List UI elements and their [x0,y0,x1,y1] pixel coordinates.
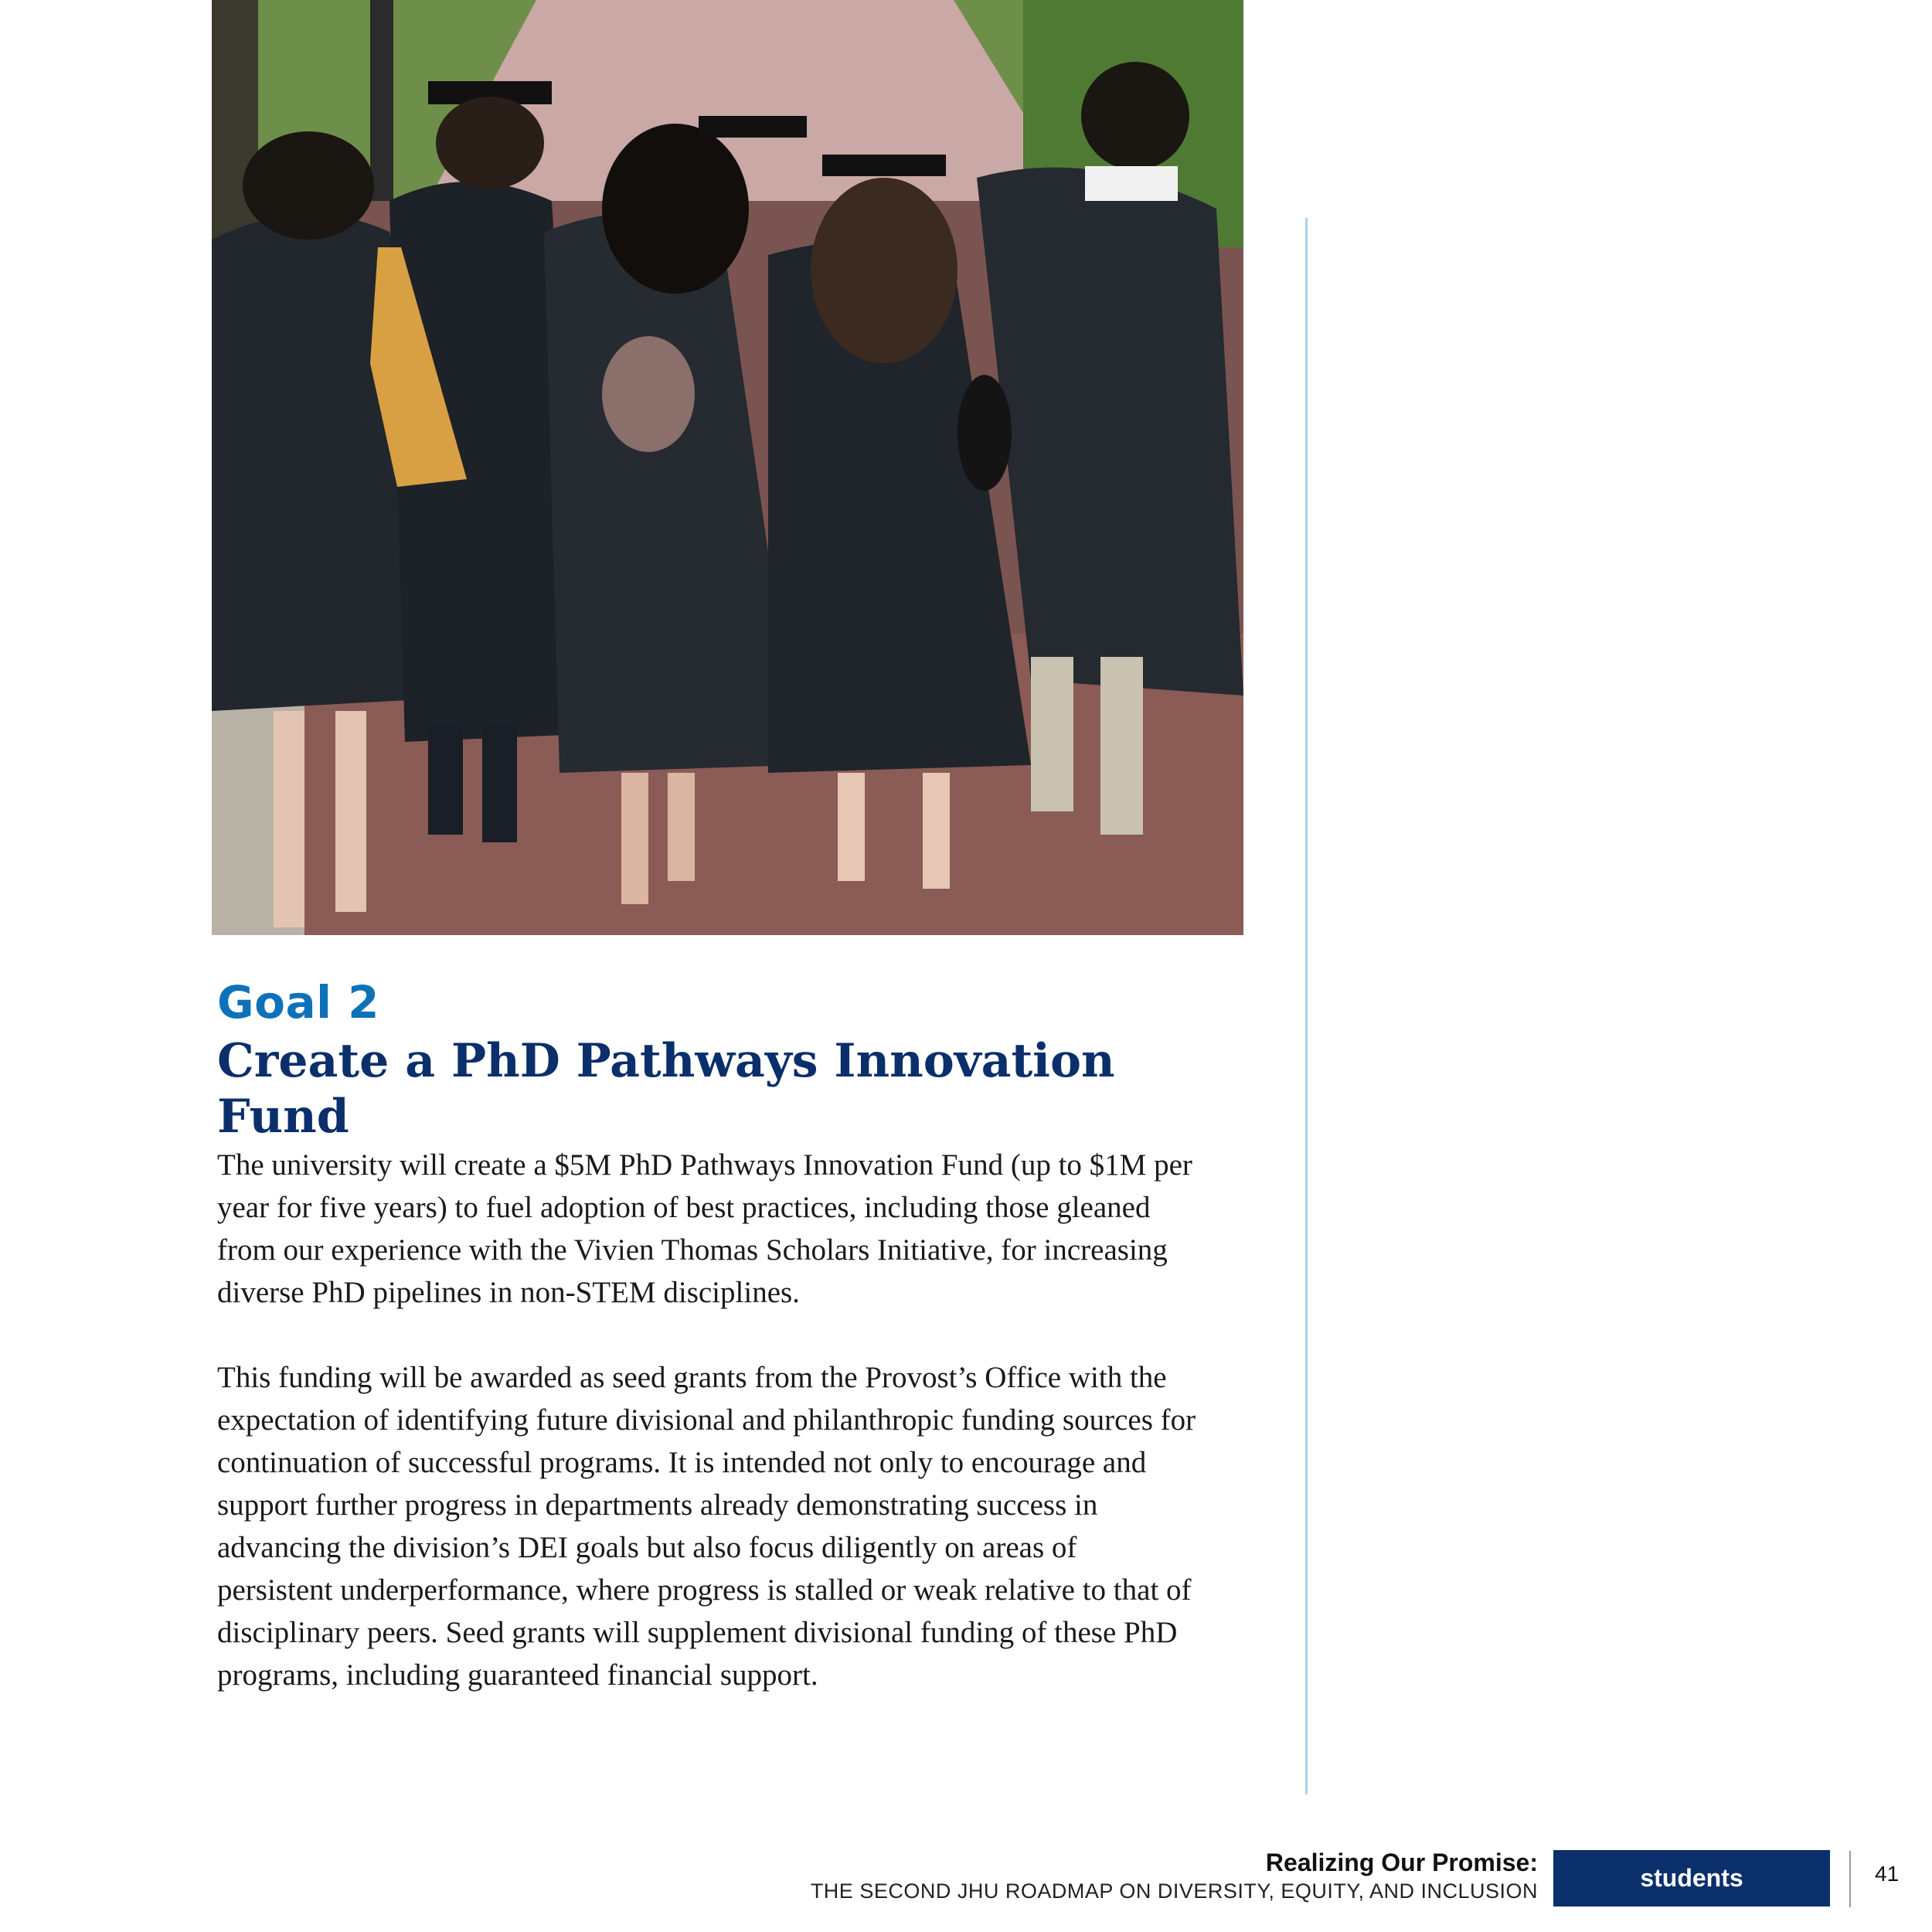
footer-publication-subtitle: THE SECOND JHU ROADMAP ON DIVERSITY, EQUITY, AND INCLUSION [810,1879,1538,1903]
body-text [217,1144,1199,1739]
graduates-photo-illustration [212,0,1243,935]
section-tab: students [1553,1850,1830,1906]
body-paragraph: This funding will be awarded as seed grants from the Provost’s Office with the expectation of identifying future divisional and philanthropic funding sources for continuation of successful programs. It is intended not only to encourage and support further progress in departments already demonstrating success in advancing the division’s DEI goals but also focus diligently on areas of persistent underperformance, where progress is stalled or weak relative to that of disciplinary peers. Seed grants will supplement divisional funding of these PhD programs, including guaranteed financial support. [217,1361,1196,1692]
vertical-divider [1305,218,1308,1794]
goal-title: Create a PhD Pathways Innovation Fund [217,1034,1115,1144]
body-paragraph: The university will create a $5M PhD Pathways Innovation Fund (up to $1M per year for five years) to fuel adoption of best practices, including those gleaned from our experience with the Vivien Thomas Scholars Initiative, for increasing diverse PhD pipelines in non-STEM disciplines. [217,1148,1192,1309]
goal-number: Goal 2 [217,976,380,1029]
footer-publication-title: Realizing Our Promise: [1265,1849,1538,1876]
footer-divider [1849,1851,1851,1907]
graduates-photo [212,0,1243,935]
page-number: 41 [1875,1862,1900,1886]
